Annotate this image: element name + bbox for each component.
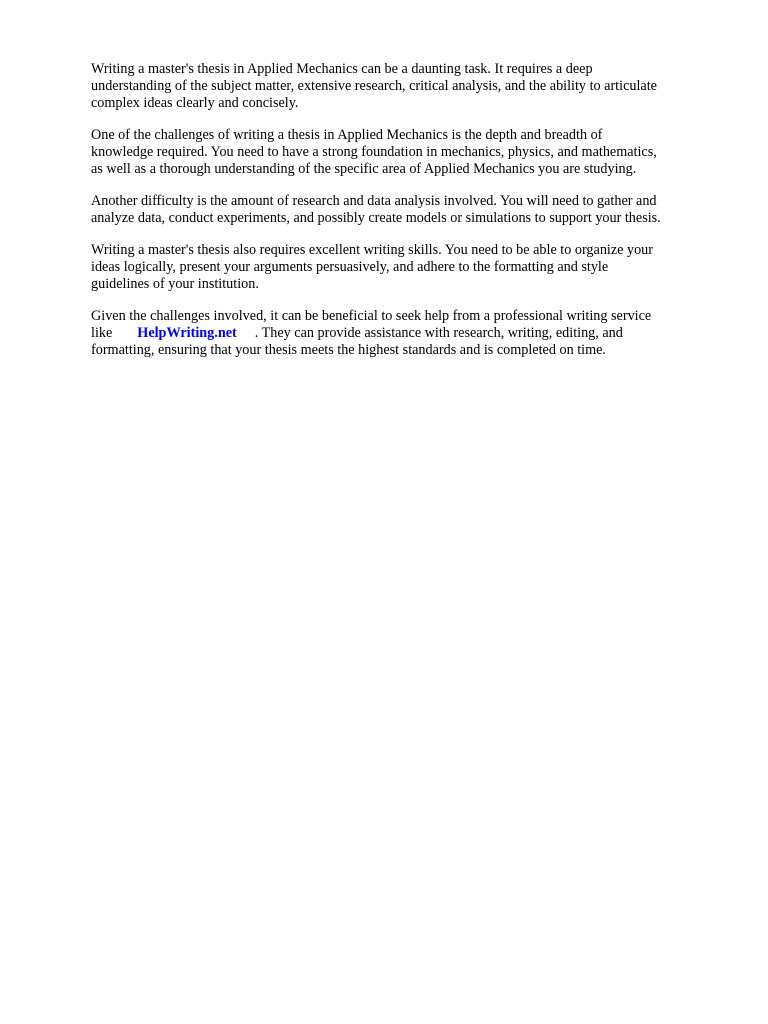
link-suffix-text: . They can provide assistance with research, writing, editing, and — [254, 325, 623, 341]
text-line: Another difficulty is the amount of research and data analysis involved. You will need to gather and — [91, 193, 657, 209]
text-line: complex ideas clearly and concisely. — [91, 95, 299, 111]
text-line-with-link — [91, 325, 725, 342]
text-line: formatting, ensuring that your thesis meets the highest standards and is completed on time. — [91, 342, 606, 358]
text-line: analyze data, conduct experiments, and possibly create models or simulations to support your thesis. — [91, 210, 661, 226]
text-line: as well as a thorough understanding of the specific area of Applied Mechanics you are studying. — [91, 161, 637, 177]
document-body — [91, 61, 725, 374]
text-line: understanding of the subject matter, extensive research, critical analysis, and the ability to articulate — [91, 78, 657, 94]
text-line: One of the challenges of writing a thesis in Applied Mechanics is the depth and breadth of — [91, 127, 603, 143]
paragraph-knowledge — [91, 127, 725, 178]
text-line: Writing a master's thesis in Applied Mechanics can be a daunting task. It requires a deep — [91, 61, 593, 77]
paragraph-service — [91, 308, 725, 359]
text-line: knowledge required. You need to have a strong foundation in mechanics, physics, and mathematics, — [91, 144, 657, 160]
text-line: Given the challenges involved, it can be beneficial to seek help from a professional writing service — [91, 308, 652, 324]
paragraph-research — [91, 193, 725, 227]
text-line: guidelines of your institution. — [91, 276, 259, 292]
link-prefix-text: like — [91, 325, 113, 341]
paragraph-intro — [91, 61, 725, 112]
text-line: ideas logically, present your arguments persuasively, and adhere to the formatting and style — [91, 259, 609, 275]
helpwriting-link[interactable]: HelpWriting.net — [137, 325, 237, 341]
text-line: Writing a master's thesis also requires excellent writing skills. You need to be able to organize your — [91, 242, 654, 258]
paragraph-writing-skills — [91, 242, 725, 293]
